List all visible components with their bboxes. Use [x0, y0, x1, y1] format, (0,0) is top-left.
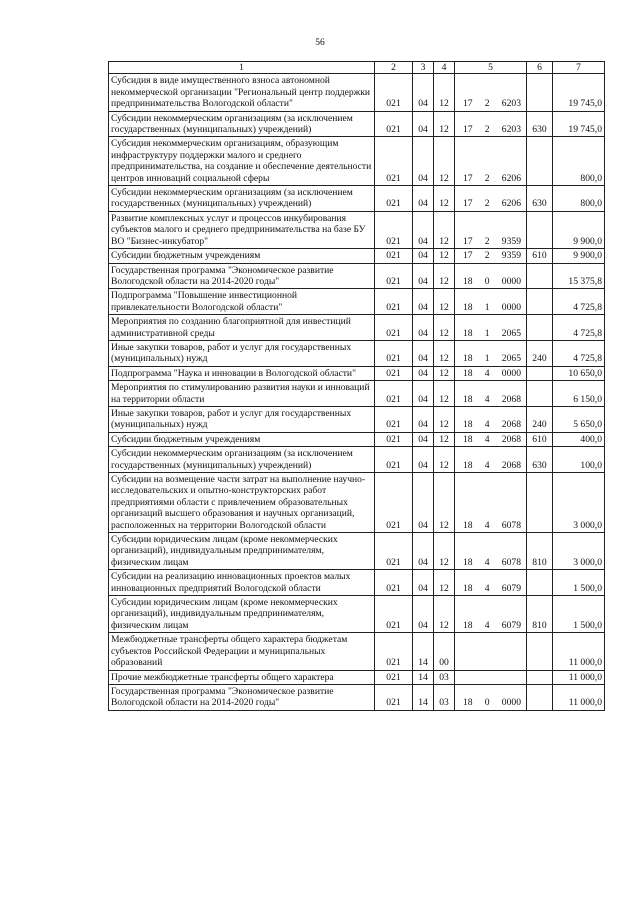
row-code-cell: 021	[375, 473, 413, 533]
row-program-cell	[455, 289, 527, 315]
table-row	[109, 111, 605, 137]
table-row	[109, 340, 605, 366]
row-amount-cell: 1 500,0	[553, 570, 605, 596]
program-code-part: 18	[463, 419, 473, 431]
row-name-cell: Субсидии некоммерческим организациям (за исключением государственных (муниципальных) учреждений)	[109, 111, 375, 137]
row-code-cell: 021	[375, 670, 413, 684]
table-row	[109, 137, 605, 186]
table-row	[109, 596, 605, 633]
row-name-cell: Иные закупки товаров, работ и услуг для государственных (муниципальных) нужд	[109, 340, 375, 366]
program-code-part: 6078	[501, 519, 521, 531]
row-name-cell: Государственная программа "Экономическое развитие Вологодской области на 2014-2020 годы"	[109, 263, 375, 289]
row-subsection-cell: 00	[434, 633, 455, 670]
row-program-cell	[455, 684, 527, 710]
row-subsection-cell: 12	[434, 74, 455, 111]
row-program-cell	[455, 406, 527, 432]
program-code-part: 4	[484, 367, 490, 379]
row-subsection-cell: 12	[434, 432, 455, 446]
program-code-part: 0	[484, 275, 490, 287]
row-amount-cell: 800,0	[553, 186, 605, 212]
row-code-cell: 021	[375, 315, 413, 341]
program-code-part: 6079	[501, 582, 521, 594]
program-code-part: 18	[463, 301, 473, 313]
program-code-part: 2068	[501, 433, 521, 445]
row-code-cell: 021	[375, 211, 413, 248]
table-row	[109, 366, 605, 380]
program-code-part: 2	[484, 235, 490, 247]
row-expense-type-cell: 610	[527, 249, 553, 263]
row-amount-cell: 11 000,0	[553, 670, 605, 684]
program-code-part: 0000	[501, 301, 521, 313]
program-code-part: 4	[484, 519, 490, 531]
row-expense-type-cell	[527, 381, 553, 407]
program-code-part: 17	[463, 172, 473, 184]
table-row	[109, 315, 605, 341]
program-code-part: 17	[463, 98, 473, 110]
table-row	[109, 186, 605, 212]
row-section-cell: 04	[413, 211, 434, 248]
row-code-cell: 021	[375, 533, 413, 570]
row-expense-type-cell: 810	[527, 533, 553, 570]
row-program-cell	[455, 111, 527, 137]
header-cell-2: 2	[375, 62, 413, 74]
row-expense-type-cell: 240	[527, 406, 553, 432]
row-program-cell	[455, 381, 527, 407]
row-expense-type-cell: 630	[527, 186, 553, 212]
header-cell-4: 4	[434, 62, 455, 74]
program-code	[457, 124, 524, 135]
row-amount-cell: 3 000,0	[553, 533, 605, 570]
program-code	[457, 434, 524, 445]
program-code-part: 2065	[501, 353, 521, 365]
row-expense-type-cell: 610	[527, 432, 553, 446]
program-code-part: 17	[463, 198, 473, 210]
row-amount-cell: 19 745,0	[553, 111, 605, 137]
row-amount-cell: 4 725,8	[553, 340, 605, 366]
table-header-row	[109, 62, 605, 74]
row-expense-type-cell	[527, 315, 553, 341]
row-code-cell: 021	[375, 111, 413, 137]
row-name-cell: Субсидии некоммерческим организациям (за исключением государственных (муниципальных) учреждений)	[109, 447, 375, 473]
program-code-part: 4	[484, 433, 490, 445]
program-code-part: 2	[484, 250, 490, 262]
table-row	[109, 533, 605, 570]
row-section-cell: 04	[413, 137, 434, 186]
table-row	[109, 289, 605, 315]
program-code	[457, 236, 524, 247]
program-code	[457, 583, 524, 594]
row-code-cell: 021	[375, 340, 413, 366]
row-program-cell	[455, 366, 527, 380]
row-program-cell	[455, 570, 527, 596]
program-code	[457, 173, 524, 184]
program-code-part: 2068	[501, 419, 521, 431]
row-subsection-cell: 12	[434, 533, 455, 570]
program-code	[457, 620, 524, 631]
row-name-cell: Субсидия некоммерческим организациям, образующим инфраструктуру поддержки малого и среднего предпринимательства, на создание и обеспечение деятельности центров инноваций социальной сферы	[109, 137, 375, 186]
program-code-part: 18	[463, 353, 473, 365]
program-code-part: 18	[463, 619, 473, 631]
row-name-cell: Мероприятия по созданию благоприятной для инвестиций административной среды	[109, 315, 375, 341]
row-section-cell: 04	[413, 432, 434, 446]
program-code-part: 18	[463, 697, 473, 709]
row-amount-cell: 4 725,8	[553, 315, 605, 341]
row-code-cell: 021	[375, 137, 413, 186]
row-expense-type-cell	[527, 670, 553, 684]
row-section-cell: 04	[413, 315, 434, 341]
row-subsection-cell: 12	[434, 111, 455, 137]
row-subsection-cell: 12	[434, 315, 455, 341]
row-program-cell	[455, 432, 527, 446]
row-amount-cell: 11 000,0	[553, 633, 605, 670]
program-code-part: 4	[484, 393, 490, 405]
program-code-part: 2	[484, 124, 490, 136]
row-amount-cell: 10 650,0	[553, 366, 605, 380]
row-expense-type-cell: 240	[527, 340, 553, 366]
row-section-cell: 04	[413, 381, 434, 407]
row-subsection-cell: 12	[434, 381, 455, 407]
header-cell-6: 6	[527, 62, 553, 74]
row-name-cell: Прочие межбюджетные трансферты общего характера	[109, 670, 375, 684]
program-code-part: 18	[463, 556, 473, 568]
table-row	[109, 406, 605, 432]
program-code-part: 6079	[501, 619, 521, 631]
row-amount-cell: 1 500,0	[553, 596, 605, 633]
row-subsection-cell: 12	[434, 570, 455, 596]
program-code	[457, 302, 524, 313]
row-name-cell: Мероприятия по стимулированию развития науки и инноваций на территории области	[109, 381, 375, 407]
row-code-cell: 021	[375, 596, 413, 633]
row-name-cell: Подпрограмма "Повышение инвестиционной привлекательности Вологодской области"	[109, 289, 375, 315]
row-subsection-cell: 03	[434, 684, 455, 710]
row-amount-cell: 4 725,8	[553, 289, 605, 315]
row-section-cell: 14	[413, 633, 434, 670]
program-code-part: 18	[463, 433, 473, 445]
program-code-part: 6078	[501, 556, 521, 568]
program-code-part: 2	[484, 98, 490, 110]
row-program-cell	[455, 249, 527, 263]
program-code-part: 0000	[501, 367, 521, 379]
row-section-cell: 14	[413, 670, 434, 684]
row-subsection-cell: 12	[434, 366, 455, 380]
row-amount-cell: 15 375,8	[553, 263, 605, 289]
row-amount-cell: 100,0	[553, 447, 605, 473]
row-section-cell: 04	[413, 186, 434, 212]
row-program-cell	[455, 315, 527, 341]
table-row	[109, 684, 605, 710]
table-row	[109, 670, 605, 684]
row-subsection-cell: 12	[434, 211, 455, 248]
table-row	[109, 633, 605, 670]
row-expense-type-cell	[527, 74, 553, 111]
table-row	[109, 473, 605, 533]
row-amount-cell: 11 000,0	[553, 684, 605, 710]
row-code-cell: 021	[375, 633, 413, 670]
program-code	[457, 460, 524, 471]
row-section-cell: 04	[413, 263, 434, 289]
program-code-part: 2	[484, 172, 490, 184]
program-code	[457, 250, 524, 261]
row-code-cell: 021	[375, 289, 413, 315]
table-row	[109, 211, 605, 248]
table-row	[109, 570, 605, 596]
row-subsection-cell: 12	[434, 249, 455, 263]
program-code	[457, 198, 524, 209]
row-program-cell	[455, 186, 527, 212]
row-expense-type-cell	[527, 366, 553, 380]
row-name-cell: Субсидии бюджетным учреждениям	[109, 249, 375, 263]
row-name-cell: Субсидии некоммерческим организациям (за исключением государственных (муниципальных) учреждений)	[109, 186, 375, 212]
row-code-cell: 021	[375, 406, 413, 432]
row-amount-cell: 400,0	[553, 432, 605, 446]
row-code-cell: 021	[375, 381, 413, 407]
program-code-part: 18	[463, 367, 473, 379]
row-subsection-cell: 12	[434, 340, 455, 366]
row-subsection-cell: 12	[434, 289, 455, 315]
table-row	[109, 249, 605, 263]
row-program-cell	[455, 633, 527, 670]
row-expense-type-cell	[527, 684, 553, 710]
table-row	[109, 263, 605, 289]
row-expense-type-cell	[527, 473, 553, 533]
row-program-cell	[455, 473, 527, 533]
header-cell-1: 1	[109, 62, 375, 74]
program-code-part: 6206	[501, 172, 521, 184]
row-section-cell: 04	[413, 596, 434, 633]
program-code-part: 4	[484, 556, 490, 568]
row-section-cell: 04	[413, 533, 434, 570]
header-cell-5: 5	[455, 62, 527, 74]
row-name-cell: Субсидии юридическим лицам (кроме некоммерческих организаций), индивидуальным предпринимателям, физическим лицам	[109, 533, 375, 570]
row-code-cell: 021	[375, 432, 413, 446]
program-code	[457, 557, 524, 568]
row-code-cell: 021	[375, 249, 413, 263]
row-code-cell: 021	[375, 684, 413, 710]
row-program-cell	[455, 447, 527, 473]
row-expense-type-cell	[527, 633, 553, 670]
row-name-cell: Субсидии бюджетным учреждениям	[109, 432, 375, 446]
program-code-part: 9359	[501, 235, 521, 247]
row-amount-cell: 6 150,0	[553, 381, 605, 407]
row-section-cell: 04	[413, 406, 434, 432]
row-expense-type-cell: 810	[527, 596, 553, 633]
row-program-cell	[455, 340, 527, 366]
program-code-part: 17	[463, 235, 473, 247]
table-row	[109, 447, 605, 473]
program-code-part: 0000	[501, 275, 521, 287]
row-expense-type-cell	[527, 137, 553, 186]
row-section-cell: 04	[413, 249, 434, 263]
row-expense-type-cell	[527, 289, 553, 315]
row-name-cell: Межбюджетные трансферты общего характера бюджетам субъектов Российской Федерации и муниципальных образований	[109, 633, 375, 670]
row-program-cell	[455, 211, 527, 248]
row-amount-cell: 3 000,0	[553, 473, 605, 533]
row-name-cell: Иные закупки товаров, работ и услуг для государственных (муниципальных) нужд	[109, 406, 375, 432]
program-code-part: 1	[484, 353, 490, 365]
row-program-cell	[455, 533, 527, 570]
row-name-cell: Субсидии юридическим лицам (кроме некоммерческих организаций), индивидуальным предпринимателям, физическим лицам	[109, 596, 375, 633]
row-amount-cell: 800,0	[553, 137, 605, 186]
row-program-cell	[455, 596, 527, 633]
table-body	[109, 62, 605, 711]
program-code-part: 2068	[501, 393, 521, 405]
row-name-cell: Субсидия в виде имущественного взноса автономной некоммерческой организации "Региональный центр поддержки предпринимательства Вологодской области"	[109, 74, 375, 111]
program-code-part: 2065	[501, 327, 521, 339]
table-row	[109, 74, 605, 111]
program-code-part: 17	[463, 124, 473, 136]
row-amount-cell: 9 900,0	[553, 249, 605, 263]
row-name-cell: Субсидии на возмещение части затрат на выполнение научно-исследовательских и опытно-конструкторских работ предприятиями области с привлечением образовательных организаций высшего образования и научных организаций, расположенных на территории Вологодской области	[109, 473, 375, 533]
program-code-part: 18	[463, 459, 473, 471]
row-name-cell: Субсидии на реализацию инновационных проектов малых инновационных предприятий Вологодской области	[109, 570, 375, 596]
row-code-cell: 021	[375, 447, 413, 473]
program-code-part: 6203	[501, 124, 521, 136]
row-program-cell	[455, 263, 527, 289]
row-subsection-cell: 12	[434, 406, 455, 432]
row-amount-cell: 19 745,0	[553, 74, 605, 111]
row-amount-cell: 5 650,0	[553, 406, 605, 432]
row-subsection-cell: 03	[434, 670, 455, 684]
program-code	[457, 394, 524, 405]
program-code	[457, 368, 524, 379]
row-code-cell: 021	[375, 74, 413, 111]
program-code	[457, 353, 524, 364]
program-code-part: 4	[484, 419, 490, 431]
program-code-part: 18	[463, 327, 473, 339]
row-subsection-cell: 12	[434, 447, 455, 473]
row-section-cell: 14	[413, 684, 434, 710]
row-program-cell	[455, 670, 527, 684]
row-expense-type-cell	[527, 263, 553, 289]
row-program-cell	[455, 74, 527, 111]
program-code-part: 1	[484, 327, 490, 339]
row-section-cell: 04	[413, 473, 434, 533]
page-number: 56	[315, 38, 325, 48]
program-code-part: 18	[463, 519, 473, 531]
program-code	[457, 520, 524, 531]
table-row	[109, 381, 605, 407]
program-code	[457, 98, 524, 109]
budget-table	[108, 61, 605, 711]
program-code	[457, 276, 524, 287]
row-section-cell: 04	[413, 289, 434, 315]
program-code-part: 0	[484, 697, 490, 709]
program-code	[457, 697, 524, 708]
row-section-cell: 04	[413, 447, 434, 473]
row-code-cell: 021	[375, 570, 413, 596]
row-expense-type-cell: 630	[527, 111, 553, 137]
row-subsection-cell: 12	[434, 263, 455, 289]
row-program-cell	[455, 137, 527, 186]
header-cell-3: 3	[413, 62, 434, 74]
row-name-cell: Подпрограмма "Наука и инновации в Вологодской области"	[109, 366, 375, 380]
program-code-part: 4	[484, 459, 490, 471]
program-code-part: 6206	[501, 198, 521, 210]
row-subsection-cell: 12	[434, 596, 455, 633]
row-code-cell: 021	[375, 263, 413, 289]
row-name-cell: Развитие комплексных услуг и процессов инкубирования субъектов малого и среднего предпринимательства на базе БУ ВО "Бизнес-инкубатор"	[109, 211, 375, 248]
row-code-cell: 021	[375, 366, 413, 380]
program-code-part: 17	[463, 250, 473, 262]
row-section-cell: 04	[413, 74, 434, 111]
program-code	[457, 419, 524, 430]
program-code-part: 0000	[501, 697, 521, 709]
row-section-cell: 04	[413, 340, 434, 366]
program-code-part: 18	[463, 275, 473, 287]
program-code-part: 9359	[501, 250, 521, 262]
row-section-cell: 04	[413, 570, 434, 596]
row-section-cell: 04	[413, 111, 434, 137]
row-amount-cell: 9 900,0	[553, 211, 605, 248]
program-code-part: 18	[463, 582, 473, 594]
row-expense-type-cell	[527, 570, 553, 596]
program-code-part: 1	[484, 301, 490, 313]
row-name-cell: Государственная программа "Экономическое развитие Вологодской области на 2014-2020 годы"	[109, 684, 375, 710]
row-code-cell: 021	[375, 186, 413, 212]
program-code-part: 6203	[501, 98, 521, 110]
program-code-part: 4	[484, 619, 490, 631]
row-subsection-cell: 12	[434, 186, 455, 212]
row-expense-type-cell	[527, 211, 553, 248]
row-expense-type-cell: 630	[527, 447, 553, 473]
program-code	[457, 328, 524, 339]
header-cell-7: 7	[553, 62, 605, 74]
program-code-part: 18	[463, 393, 473, 405]
row-subsection-cell: 12	[434, 137, 455, 186]
program-code-part: 2	[484, 198, 490, 210]
row-section-cell: 04	[413, 366, 434, 380]
row-subsection-cell: 12	[434, 473, 455, 533]
table-row	[109, 432, 605, 446]
program-code-part: 4	[484, 582, 490, 594]
program-code-part: 2068	[501, 459, 521, 471]
